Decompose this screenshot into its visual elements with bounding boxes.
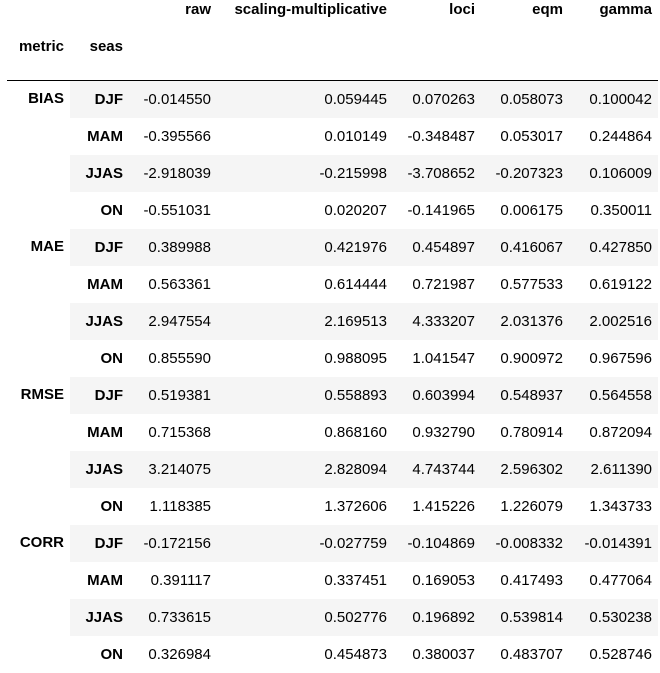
header-blank bbox=[393, 25, 481, 81]
cell-loci: 1.041547 bbox=[393, 340, 481, 377]
column-header-loci: loci bbox=[393, 0, 481, 25]
cell-scaling-multiplicative: 0.337451 bbox=[217, 562, 393, 599]
index-header-row bbox=[7, 25, 658, 81]
header-blank bbox=[7, 0, 70, 25]
cell-eqm: -0.008332 bbox=[481, 525, 569, 562]
cell-scaling-multiplicative: 2.828094 bbox=[217, 451, 393, 488]
row-label-seas: ON bbox=[70, 192, 129, 229]
cell-eqm: -0.207323 bbox=[481, 155, 569, 192]
cell-loci: 0.932790 bbox=[393, 414, 481, 451]
column-header-scaling-multiplicative: scaling-multiplicative bbox=[217, 0, 393, 25]
cell-scaling-multiplicative: -0.027759 bbox=[217, 525, 393, 562]
cell-loci: 0.454897 bbox=[393, 229, 481, 266]
cell-scaling-multiplicative: -0.215998 bbox=[217, 155, 393, 192]
header-blank bbox=[217, 25, 393, 81]
cell-gamma: 0.530238 bbox=[569, 599, 658, 636]
cell-scaling-multiplicative: 0.059445 bbox=[217, 81, 393, 119]
cell-gamma: 0.872094 bbox=[569, 414, 658, 451]
table-row bbox=[7, 562, 658, 599]
row-label-seas: JJAS bbox=[70, 599, 129, 636]
header-blank bbox=[70, 0, 129, 25]
cell-gamma: 0.106009 bbox=[569, 155, 658, 192]
cell-loci: 0.380037 bbox=[393, 636, 481, 673]
table-row bbox=[7, 229, 658, 266]
table-row bbox=[7, 414, 658, 451]
row-label-seas: ON bbox=[70, 488, 129, 525]
column-header-raw: raw bbox=[129, 0, 217, 25]
cell-scaling-multiplicative: 0.454873 bbox=[217, 636, 393, 673]
cell-gamma: 0.100042 bbox=[569, 81, 658, 119]
cell-raw: -2.918039 bbox=[129, 155, 217, 192]
cell-loci: 0.721987 bbox=[393, 266, 481, 303]
column-header-eqm: eqm bbox=[481, 0, 569, 25]
cell-scaling-multiplicative: 0.868160 bbox=[217, 414, 393, 451]
cell-loci: -3.708652 bbox=[393, 155, 481, 192]
cell-eqm: 0.053017 bbox=[481, 118, 569, 155]
cell-gamma: 0.967596 bbox=[569, 340, 658, 377]
row-label-seas: MAM bbox=[70, 562, 129, 599]
row-label-metric: BIAS bbox=[7, 81, 70, 230]
row-label-seas: MAM bbox=[70, 266, 129, 303]
table-row bbox=[7, 488, 658, 525]
cell-gamma: 2.002516 bbox=[569, 303, 658, 340]
cell-scaling-multiplicative: 1.372606 bbox=[217, 488, 393, 525]
row-label-seas: JJAS bbox=[70, 155, 129, 192]
table-row bbox=[7, 451, 658, 488]
cell-raw: -0.172156 bbox=[129, 525, 217, 562]
row-label-metric: RMSE bbox=[7, 377, 70, 525]
cell-eqm: 0.006175 bbox=[481, 192, 569, 229]
cell-scaling-multiplicative: 0.020207 bbox=[217, 192, 393, 229]
table-row bbox=[7, 340, 658, 377]
cell-raw: 2.947554 bbox=[129, 303, 217, 340]
row-label-seas: JJAS bbox=[70, 451, 129, 488]
cell-loci: -0.104869 bbox=[393, 525, 481, 562]
cell-gamma: 1.343733 bbox=[569, 488, 658, 525]
table-row bbox=[7, 266, 658, 303]
cell-gamma: 0.350011 bbox=[569, 192, 658, 229]
cell-eqm: 0.539814 bbox=[481, 599, 569, 636]
cell-raw: -0.551031 bbox=[129, 192, 217, 229]
table-row bbox=[7, 303, 658, 340]
cell-eqm: 0.417493 bbox=[481, 562, 569, 599]
index-name-metric: metric bbox=[7, 25, 70, 81]
row-label-seas: JJAS bbox=[70, 303, 129, 340]
row-label-metric: MAE bbox=[7, 229, 70, 377]
table-body bbox=[7, 81, 658, 673]
column-header-gamma: gamma bbox=[569, 0, 658, 25]
row-label-seas: ON bbox=[70, 340, 129, 377]
cell-raw: 0.715368 bbox=[129, 414, 217, 451]
cell-raw: 1.118385 bbox=[129, 488, 217, 525]
row-label-seas: MAM bbox=[70, 414, 129, 451]
dataframe-table bbox=[7, 0, 658, 673]
cell-gamma: 2.611390 bbox=[569, 451, 658, 488]
column-header-row bbox=[7, 0, 658, 25]
cell-raw: -0.395566 bbox=[129, 118, 217, 155]
table-row bbox=[7, 377, 658, 414]
row-label-seas: DJF bbox=[70, 81, 129, 119]
table-header bbox=[7, 0, 658, 81]
cell-eqm: 0.780914 bbox=[481, 414, 569, 451]
row-label-metric: CORR bbox=[7, 525, 70, 673]
cell-raw: 0.389988 bbox=[129, 229, 217, 266]
cell-gamma: 0.244864 bbox=[569, 118, 658, 155]
cell-raw: 0.855590 bbox=[129, 340, 217, 377]
cell-eqm: 0.058073 bbox=[481, 81, 569, 119]
cell-raw: 0.563361 bbox=[129, 266, 217, 303]
cell-gamma: -0.014391 bbox=[569, 525, 658, 562]
cell-scaling-multiplicative: 0.421976 bbox=[217, 229, 393, 266]
cell-loci: 4.743744 bbox=[393, 451, 481, 488]
cell-scaling-multiplicative: 2.169513 bbox=[217, 303, 393, 340]
cell-gamma: 0.427850 bbox=[569, 229, 658, 266]
cell-scaling-multiplicative: 0.558893 bbox=[217, 377, 393, 414]
table-row bbox=[7, 599, 658, 636]
cell-raw: 0.519381 bbox=[129, 377, 217, 414]
cell-loci: 0.169053 bbox=[393, 562, 481, 599]
table-row bbox=[7, 118, 658, 155]
cell-scaling-multiplicative: 0.614444 bbox=[217, 266, 393, 303]
cell-loci: 4.333207 bbox=[393, 303, 481, 340]
cell-gamma: 0.477064 bbox=[569, 562, 658, 599]
header-blank bbox=[481, 25, 569, 81]
cell-eqm: 0.416067 bbox=[481, 229, 569, 266]
row-label-seas: MAM bbox=[70, 118, 129, 155]
cell-gamma: 0.564558 bbox=[569, 377, 658, 414]
header-blank bbox=[569, 25, 658, 81]
cell-scaling-multiplicative: 0.988095 bbox=[217, 340, 393, 377]
cell-eqm: 0.548937 bbox=[481, 377, 569, 414]
table-row bbox=[7, 525, 658, 562]
row-label-seas: DJF bbox=[70, 229, 129, 266]
table-row bbox=[7, 155, 658, 192]
cell-eqm: 0.577533 bbox=[481, 266, 569, 303]
cell-loci: 0.603994 bbox=[393, 377, 481, 414]
cell-raw: 0.391117 bbox=[129, 562, 217, 599]
cell-eqm: 0.900972 bbox=[481, 340, 569, 377]
table-row bbox=[7, 192, 658, 229]
cell-loci: -0.141965 bbox=[393, 192, 481, 229]
table-row bbox=[7, 81, 658, 119]
cell-loci: 1.415226 bbox=[393, 488, 481, 525]
cell-loci: -0.348487 bbox=[393, 118, 481, 155]
row-label-seas: DJF bbox=[70, 377, 129, 414]
cell-gamma: 0.619122 bbox=[569, 266, 658, 303]
cell-raw: 3.214075 bbox=[129, 451, 217, 488]
row-label-seas: ON bbox=[70, 636, 129, 673]
cell-raw: -0.014550 bbox=[129, 81, 217, 119]
cell-scaling-multiplicative: 0.502776 bbox=[217, 599, 393, 636]
row-label-seas: DJF bbox=[70, 525, 129, 562]
index-name-seas: seas bbox=[70, 25, 129, 81]
cell-scaling-multiplicative: 0.010149 bbox=[217, 118, 393, 155]
cell-eqm: 1.226079 bbox=[481, 488, 569, 525]
header-blank bbox=[129, 25, 217, 81]
cell-eqm: 2.031376 bbox=[481, 303, 569, 340]
cell-eqm: 2.596302 bbox=[481, 451, 569, 488]
cell-raw: 0.733615 bbox=[129, 599, 217, 636]
cell-loci: 0.070263 bbox=[393, 81, 481, 119]
cell-eqm: 0.483707 bbox=[481, 636, 569, 673]
cell-loci: 0.196892 bbox=[393, 599, 481, 636]
cell-raw: 0.326984 bbox=[129, 636, 217, 673]
table-row bbox=[7, 636, 658, 673]
cell-gamma: 0.528746 bbox=[569, 636, 658, 673]
